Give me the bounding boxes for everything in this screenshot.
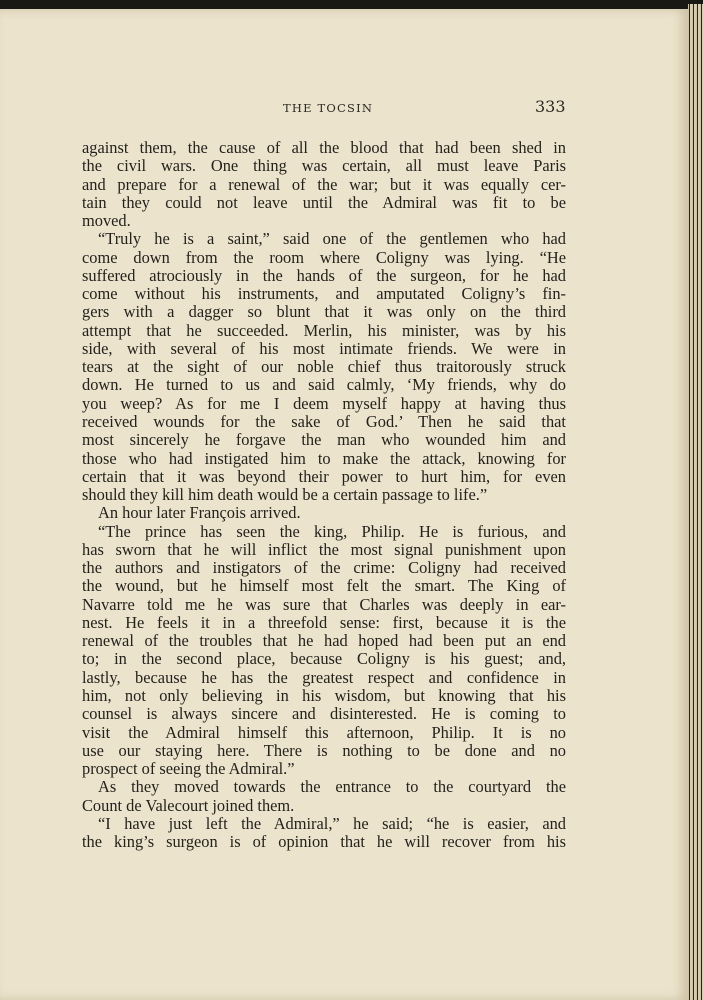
text-line: those who had instigated him to make the attack, knowing for xyxy=(82,448,566,468)
book-page-edges xyxy=(688,4,703,1000)
text-line: Navarre told me he was sure that Charles was deeply in ear- xyxy=(82,594,566,614)
text-line: tain they could not leave until the Admiral was fit to be xyxy=(82,192,566,212)
text-line: the authors and instigators of the crime: Coligny had received xyxy=(82,558,566,578)
text-line: down. He turned to us and said calmly, ‘My friends, why do xyxy=(82,375,566,395)
text-line: gers with a dagger so blunt that it was only on the third xyxy=(82,302,566,322)
text-line: has sworn that he will inflict the most signal punishment upon xyxy=(82,539,566,559)
text-line: attempt that he succeeded. Merlin, his minister, was by his xyxy=(82,320,566,340)
text-line: you weep? As for me I deem myself happy at having thus xyxy=(82,393,566,413)
text-line: lastly, because he has the greatest respect and confidence in xyxy=(82,667,566,687)
text-line: side, with several of his most intimate friends. We were in xyxy=(82,338,566,358)
text-line: visit the Admiral himself this afternoon, Philip. It is no xyxy=(82,722,566,742)
text-line: against them, the cause of all the blood that had been shed in xyxy=(82,138,566,157)
text-line: An hour later François arrived. xyxy=(98,503,301,523)
text-line: suffered atrociously in the hands of the surgeon, for he had xyxy=(82,265,566,285)
text-line: moved. xyxy=(82,211,131,231)
book-page xyxy=(0,9,688,1000)
text-line: As they moved towards the entrance to the courtyard the xyxy=(98,777,566,797)
text-line: counsel is always sincere and disinterested. He is coming to xyxy=(82,704,566,724)
text-line: “I have just left the Admiral,” he said; “he is easier, and xyxy=(98,813,566,833)
text-line: come down from the room where Coligny was lying. “He xyxy=(82,247,566,267)
text-line: most sincerely he forgave the man who wounded him and xyxy=(82,430,566,450)
text-line: “Truly he is a saint,” said one of the gentlemen who had xyxy=(98,229,566,249)
text-line: the king’s surgeon is of opinion that he will recover from his xyxy=(82,832,566,852)
text-line: certain that it was beyond their power to hurt him, for even xyxy=(82,466,566,486)
text-line: him, not only believing in his wisdom, but knowing that his xyxy=(82,685,566,705)
text-line: “The prince has seen the king, Philip. He is furious, and xyxy=(98,521,566,541)
text-line: received wounds for the sake of God.’ Then he said that xyxy=(82,411,566,431)
text-line: and prepare for a renewal of the war; but it was equally cer- xyxy=(82,174,566,194)
text-line: come without his instruments, and amputated Coligny’s fin- xyxy=(82,284,566,304)
text-line: the wound, but he himself most felt the smart. The King of xyxy=(82,576,566,596)
running-head: THE TOCSIN xyxy=(283,101,374,115)
text-line: nest. He feels it in a threefold sense: first, because it is the xyxy=(82,612,566,632)
scan-top-edge xyxy=(0,0,703,9)
text-line: prospect of seeing the Admiral.” xyxy=(82,759,295,779)
page-number: 333 xyxy=(535,97,566,116)
text-line: should they kill him death would be a certain passage to life.” xyxy=(82,485,488,505)
text-line: the civil wars. One thing was certain, all must leave Paris xyxy=(82,156,566,176)
text-line: tears at the sight of our noble chief thus traitorously struck xyxy=(82,357,566,377)
text-line: use our staying here. There is nothing to be done and no xyxy=(82,740,566,760)
body-text xyxy=(82,139,566,851)
text-line: Count de Valecourt joined them. xyxy=(82,795,295,815)
text-line: to; in the second place, because Coligny is his guest; and, xyxy=(82,649,566,669)
text-line: renewal of the troubles that he had hoped had been put an end xyxy=(82,631,566,651)
